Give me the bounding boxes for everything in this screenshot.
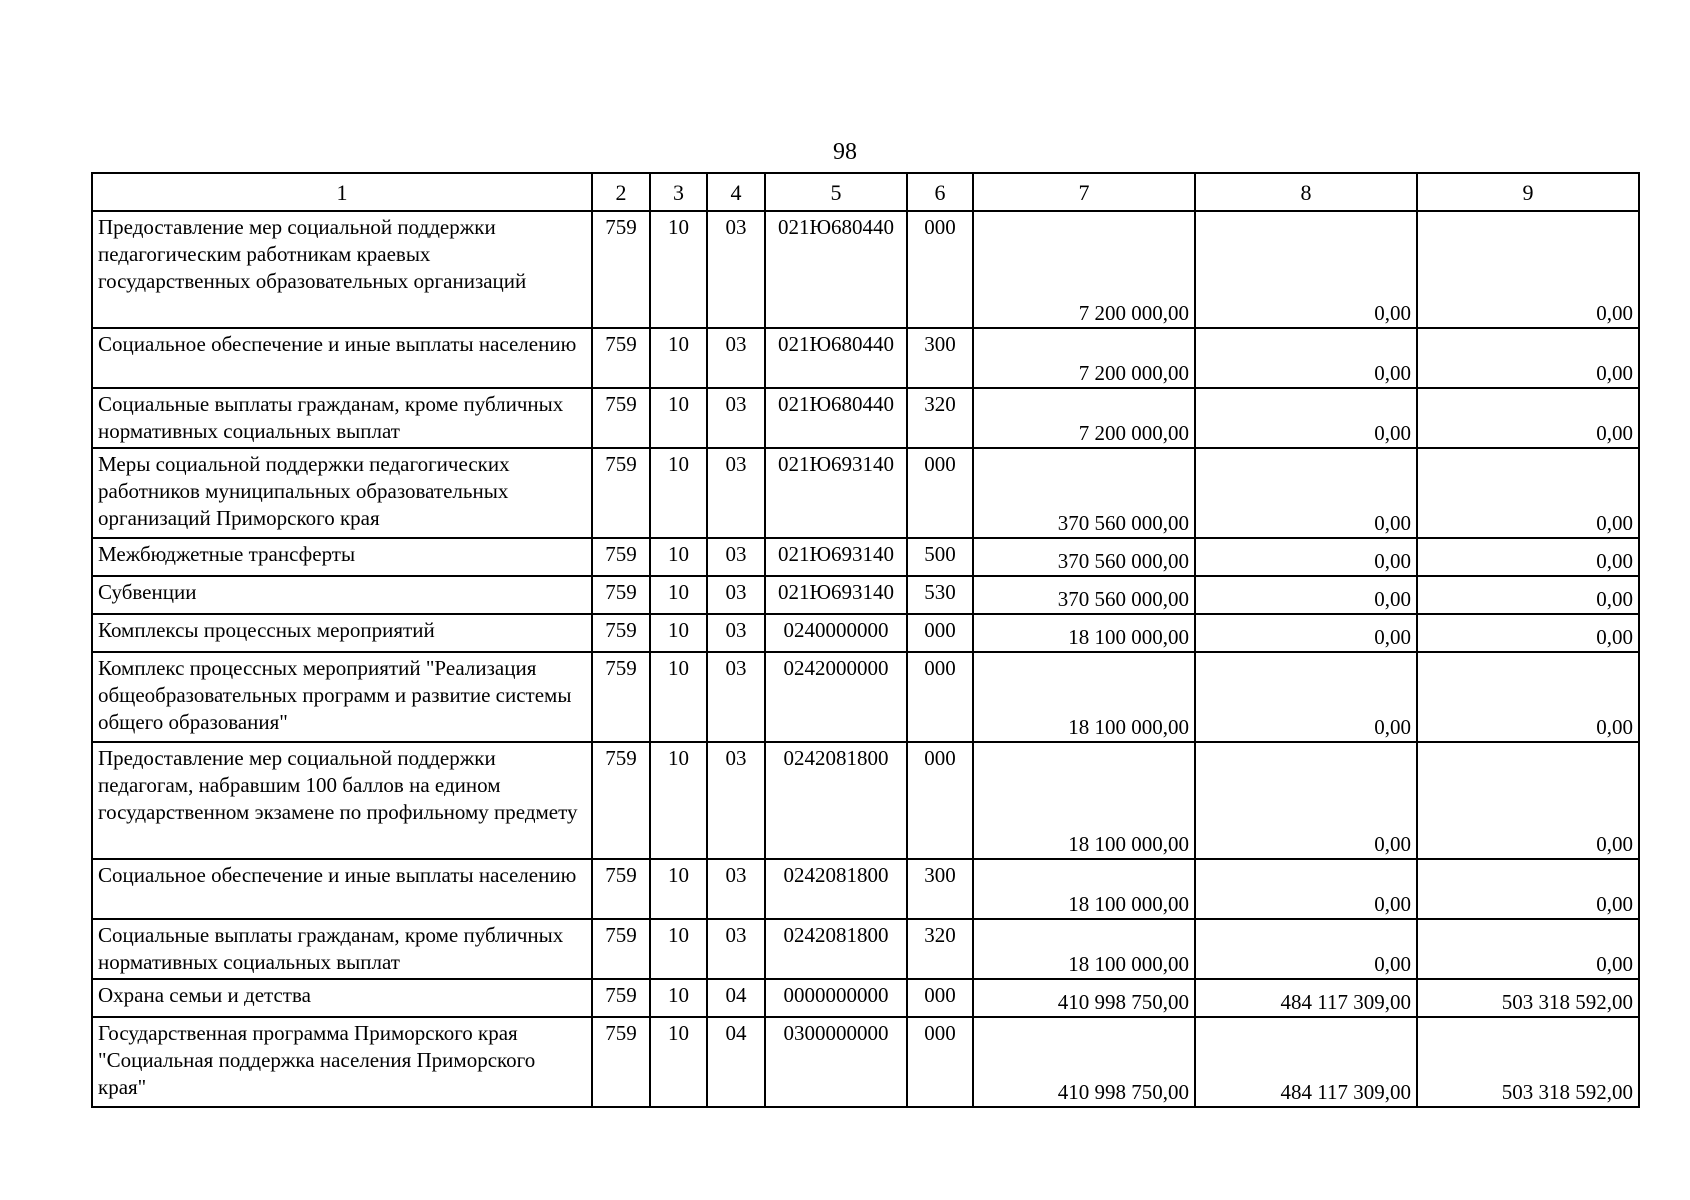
table-row	[92, 576, 1639, 614]
row-name: Меры социальной поддержки педагогических работников муниципальных образовательных организаций Приморского края	[92, 448, 592, 538]
row-col-7: 370 560 000,00	[973, 576, 1195, 614]
row-col-9: 0,00	[1417, 448, 1639, 538]
row-col-5: 0242081800	[765, 919, 907, 979]
row-name: Государственная программа Приморского края "Социальная поддержка населения Приморского края"	[92, 1017, 592, 1107]
row-col-7: 7 200 000,00	[973, 388, 1195, 448]
row-col-9: 503 318 592,00	[1417, 1017, 1639, 1107]
row-col-8: 0,00	[1195, 742, 1417, 859]
row-col-6: 000	[907, 448, 973, 538]
table-header-row	[92, 173, 1639, 211]
column-header-7: 7	[973, 173, 1195, 211]
table-row	[92, 211, 1639, 328]
row-col-9: 0,00	[1417, 328, 1639, 388]
row-col-7: 18 100 000,00	[973, 614, 1195, 652]
row-col-2: 759	[592, 859, 650, 919]
row-col-9: 0,00	[1417, 919, 1639, 979]
row-col-7: 18 100 000,00	[973, 919, 1195, 979]
row-col-5: 0300000000	[765, 1017, 907, 1107]
row-col-9: 0,00	[1417, 211, 1639, 328]
page-number: 98	[833, 139, 857, 165]
table-row	[92, 538, 1639, 576]
row-col-2: 759	[592, 576, 650, 614]
row-col-9: 0,00	[1417, 614, 1639, 652]
table-row	[92, 652, 1639, 742]
row-col-3: 10	[650, 614, 707, 652]
row-col-8: 0,00	[1195, 388, 1417, 448]
row-col-4: 03	[707, 614, 765, 652]
row-col-7: 18 100 000,00	[973, 652, 1195, 742]
column-header-4: 4	[707, 173, 765, 211]
row-col-7: 410 998 750,00	[973, 979, 1195, 1017]
row-name: Социальное обеспечение и иные выплаты населению	[92, 859, 592, 919]
row-col-2: 759	[592, 979, 650, 1017]
row-col-3: 10	[650, 538, 707, 576]
row-col-6: 000	[907, 742, 973, 859]
row-col-2: 759	[592, 388, 650, 448]
table-row	[92, 388, 1639, 448]
row-col-5: 021Ю693140	[765, 576, 907, 614]
column-header-8: 8	[1195, 173, 1417, 211]
row-col-9: 0,00	[1417, 538, 1639, 576]
row-name: Социальные выплаты гражданам, кроме публичных нормативных социальных выплат	[92, 388, 592, 448]
row-col-4: 03	[707, 919, 765, 979]
row-col-7: 7 200 000,00	[973, 328, 1195, 388]
row-name: Охрана семьи и детства	[92, 979, 592, 1017]
table-row	[92, 328, 1639, 388]
row-col-3: 10	[650, 859, 707, 919]
column-header-9: 9	[1417, 173, 1639, 211]
row-col-8: 0,00	[1195, 448, 1417, 538]
row-col-5: 0242081800	[765, 859, 907, 919]
row-col-4: 04	[707, 979, 765, 1017]
row-col-7: 370 560 000,00	[973, 448, 1195, 538]
row-col-4: 04	[707, 1017, 765, 1107]
row-col-5: 0000000000	[765, 979, 907, 1017]
row-col-3: 10	[650, 742, 707, 859]
row-col-7: 18 100 000,00	[973, 859, 1195, 919]
row-col-6: 300	[907, 859, 973, 919]
row-col-8: 0,00	[1195, 576, 1417, 614]
row-col-3: 10	[650, 979, 707, 1017]
row-col-8: 0,00	[1195, 328, 1417, 388]
row-col-5: 021Ю693140	[765, 538, 907, 576]
row-col-3: 10	[650, 328, 707, 388]
row-col-8: 0,00	[1195, 919, 1417, 979]
table-row	[92, 1017, 1639, 1107]
row-col-5: 0240000000	[765, 614, 907, 652]
row-col-8: 0,00	[1195, 211, 1417, 328]
row-name: Субвенции	[92, 576, 592, 614]
row-col-8: 0,00	[1195, 614, 1417, 652]
row-col-5: 021Ю680440	[765, 211, 907, 328]
row-col-2: 759	[592, 652, 650, 742]
row-col-5: 021Ю680440	[765, 328, 907, 388]
row-col-4: 03	[707, 742, 765, 859]
row-col-8: 0,00	[1195, 859, 1417, 919]
row-col-6: 300	[907, 328, 973, 388]
budget-table	[91, 172, 1640, 1108]
row-col-4: 03	[707, 388, 765, 448]
row-col-2: 759	[592, 328, 650, 388]
row-name: Комплекс процессных мероприятий "Реализация общеобразовательных программ и развитие системы общего образования"	[92, 652, 592, 742]
row-col-7: 410 998 750,00	[973, 1017, 1195, 1107]
row-col-2: 759	[592, 614, 650, 652]
table-row	[92, 979, 1639, 1017]
row-col-2: 759	[592, 919, 650, 979]
table-row	[92, 742, 1639, 859]
row-col-7: 18 100 000,00	[973, 742, 1195, 859]
row-col-7: 7 200 000,00	[973, 211, 1195, 328]
row-col-2: 759	[592, 538, 650, 576]
row-name: Предоставление мер социальной поддержки педагогическим работникам краевых государственных образовательных организаций	[92, 211, 592, 328]
row-col-2: 759	[592, 448, 650, 538]
row-col-9: 0,00	[1417, 388, 1639, 448]
table-row	[92, 859, 1639, 919]
row-col-5: 021Ю693140	[765, 448, 907, 538]
row-col-3: 10	[650, 211, 707, 328]
table-row	[92, 614, 1639, 652]
row-col-6: 000	[907, 979, 973, 1017]
row-col-9: 0,00	[1417, 652, 1639, 742]
row-col-9: 0,00	[1417, 742, 1639, 859]
row-col-4: 03	[707, 538, 765, 576]
row-col-5: 0242000000	[765, 652, 907, 742]
row-col-6: 000	[907, 211, 973, 328]
row-col-3: 10	[650, 1017, 707, 1107]
column-header-1: 1	[92, 173, 592, 211]
row-col-3: 10	[650, 652, 707, 742]
row-col-3: 10	[650, 388, 707, 448]
row-name: Комплексы процессных мероприятий	[92, 614, 592, 652]
row-col-6: 000	[907, 1017, 973, 1107]
row-col-2: 759	[592, 211, 650, 328]
row-name: Межбюджетные трансферты	[92, 538, 592, 576]
row-col-6: 320	[907, 388, 973, 448]
row-col-9: 0,00	[1417, 859, 1639, 919]
row-col-3: 10	[650, 576, 707, 614]
row-col-9: 503 318 592,00	[1417, 979, 1639, 1017]
column-header-6: 6	[907, 173, 973, 211]
row-col-4: 03	[707, 576, 765, 614]
column-header-2: 2	[592, 173, 650, 211]
row-col-4: 03	[707, 448, 765, 538]
row-col-8: 484 117 309,00	[1195, 1017, 1417, 1107]
row-name: Предоставление мер социальной поддержки педагогам, набравшим 100 баллов на едином государственном экзамене по профильному предмету	[92, 742, 592, 859]
row-col-6: 000	[907, 614, 973, 652]
row-col-8: 484 117 309,00	[1195, 979, 1417, 1017]
row-col-6: 530	[907, 576, 973, 614]
row-col-4: 03	[707, 859, 765, 919]
row-name: Социальное обеспечение и иные выплаты населению	[92, 328, 592, 388]
table-row	[92, 448, 1639, 538]
row-col-6: 000	[907, 652, 973, 742]
row-col-5: 021Ю680440	[765, 388, 907, 448]
row-col-3: 10	[650, 448, 707, 538]
row-col-4: 03	[707, 328, 765, 388]
row-col-6: 500	[907, 538, 973, 576]
row-col-8: 0,00	[1195, 538, 1417, 576]
row-col-4: 03	[707, 652, 765, 742]
row-name: Социальные выплаты гражданам, кроме публичных нормативных социальных выплат	[92, 919, 592, 979]
row-col-9: 0,00	[1417, 576, 1639, 614]
row-col-2: 759	[592, 1017, 650, 1107]
row-col-3: 10	[650, 919, 707, 979]
column-header-3: 3	[650, 173, 707, 211]
row-col-7: 370 560 000,00	[973, 538, 1195, 576]
column-header-5: 5	[765, 173, 907, 211]
row-col-8: 0,00	[1195, 652, 1417, 742]
row-col-5: 0242081800	[765, 742, 907, 859]
row-col-2: 759	[592, 742, 650, 859]
row-col-6: 320	[907, 919, 973, 979]
table-row	[92, 919, 1639, 979]
row-col-4: 03	[707, 211, 765, 328]
